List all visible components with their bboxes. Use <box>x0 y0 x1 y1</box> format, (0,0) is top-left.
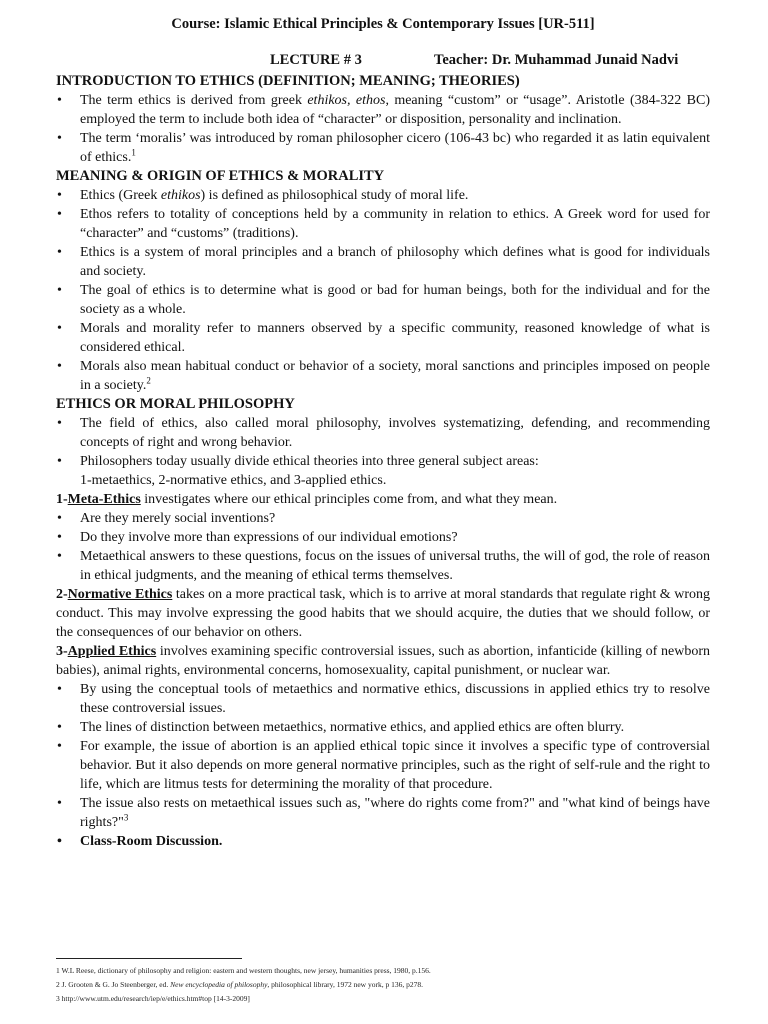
list-item: • Metaethical answers to these questions, focus on the issues of universal truths, the will of god, the role of reason in ethical judgments, and the meaning of ethical terms themselves. <box>56 547 710 585</box>
footnote-3: 3 http://www.utm.edu/research/iep/e/ethics.htm#top [14-3-2009] <box>56 994 250 1003</box>
footnote-ref: 2 <box>146 375 151 386</box>
list-item <box>56 452 710 490</box>
list-item <box>56 129 710 167</box>
footnote-ref: 3 <box>123 812 129 823</box>
number: 3- <box>56 644 68 659</box>
list-item: • Class-Room Discussion. <box>56 832 710 851</box>
text: takes on a more practical task, which is to arrive at moral standards that regulate right & wrong conduct. This may involve expressing the good habits that we should acquire, the duties that we should follow, or the consequences of our behavior on others. <box>56 587 710 640</box>
term: Normative Ethics <box>67 587 173 602</box>
section-title-introduction: INTRODUCTION TO ETHICS (DEFINITION; MEANING; THEORIES) <box>56 73 520 89</box>
text: , meaning “custom” or “usage”. Aristotle (384-322 BC) employed the term to include both idea of “character” or disposition, personality and inclination. <box>80 93 710 127</box>
italic-term: ethikos, ethos <box>307 93 386 108</box>
text: Philosophers today usually divide ethical theories into three general subject areas: <box>80 454 539 469</box>
teacher-name: Teacher: Dr. Muhammad Junaid Nadvi <box>434 52 679 68</box>
list-item: • Morals and morality refer to manners observed by a specific community, reasoned knowledge of what is considered ethical. <box>56 319 710 357</box>
text: 2 J. Grooten & G. Jo Steenberger, ed. <box>56 980 171 989</box>
number: 2- <box>56 587 68 602</box>
section-title-moral-philosophy: ETHICS OR MORAL PHILOSOPHY <box>56 396 295 412</box>
term: Meta-Ethics <box>67 492 141 507</box>
lecture-row <box>56 52 710 72</box>
meaning-origin-list <box>56 186 710 395</box>
list-item: • For example, the issue of abortion is an applied ethical topic since it involves a specific type of controversial behavior. But it also depends on more general normative principles, such as the right of self-rule and the right to life, which are litmus tests for determining the morality of that procedure. <box>56 737 710 794</box>
introduction-list <box>56 91 710 167</box>
moral-philosophy-list <box>56 414 710 490</box>
course-title: Course: Islamic Ethical Principles & Contemporary Issues [UR-511] <box>171 16 595 32</box>
meta-ethics-list <box>56 509 710 585</box>
text: Morals also mean habitual conduct or behavior of a society, moral sanctions and principles imposed on people in a society. <box>80 359 710 393</box>
footnote-2 <box>56 978 431 992</box>
text: The issue also rests on metaethical issues such as, "where do rights come from?" and "what kind of beings have rights?" <box>80 796 710 830</box>
list-item: • Are they merely social inventions? <box>56 509 710 528</box>
list-item: • Ethics is a system of moral principles and a branch of philosophy which defines what is good for individuals and society. <box>56 243 710 281</box>
list-item <box>56 357 710 395</box>
italic-term: ethikos <box>160 188 201 203</box>
text: 1-metaethics, 2-normative ethics, and 3-applied ethics. <box>80 473 387 488</box>
list-item: • The field of ethics, also called moral philosophy, involves systematizing, defending, and recommending concepts of right and wrong behavior. <box>56 414 710 452</box>
number: 1- <box>56 492 68 507</box>
footnotes <box>56 964 431 1006</box>
text: Ethics (Greek <box>80 188 161 203</box>
term: Applied Ethics <box>67 644 157 659</box>
footnote-divider <box>56 958 242 959</box>
list-item <box>56 91 710 129</box>
text: The term ‘moralis’ was introduced by roman philosopher cicero (106-43 bc) who regarded it as latin equivalent of ethics. <box>80 131 710 165</box>
footnote-1: 1 W.L Reese, dictionary of philosophy and religion: eastern and western thoughts, new jersey, humanities press, 1980, p.156. <box>56 966 431 975</box>
text: investigates where our ethical principles come from, and what they mean. <box>140 492 558 507</box>
list-item <box>56 794 710 832</box>
list-item: • The goal of ethics is to determine what is good or bad for human beings, both for the individual and for the society as a whole. <box>56 281 710 319</box>
lecture-number: LECTURE # 3 <box>270 52 362 68</box>
applied-ethics-paragraph <box>56 642 710 680</box>
list-item: • By using the conceptual tools of metaethics and normative ethics, discussions in applied ethics try to resolve these controversial issues. <box>56 680 710 718</box>
footnote-ref: 1 <box>131 147 136 158</box>
meta-ethics-paragraph <box>56 490 710 509</box>
applied-ethics-list <box>56 680 710 851</box>
normative-ethics-paragraph <box>56 585 710 642</box>
text: , philosophical library, 1972 new york, p 136, p278. <box>267 980 423 989</box>
list-item: • Do they involve more than expressions of our individual emotions? <box>56 528 710 547</box>
italic-title: New encyclopedia of philosophy <box>170 980 268 989</box>
text: involves examining specific controversial issues, such as abortion, infanticide (killing of newborn babies), animal rights, environmental concerns, homosexuality, capital punishment, or nuclear war. <box>56 644 710 678</box>
text: ) is defined as philosophical study of moral life. <box>200 188 469 203</box>
list-item: • The lines of distinction between metaethics, normative ethics, and applied ethics are often blurry. <box>56 718 710 737</box>
section-title-meaning-origin: MEANING & ORIGIN OF ETHICS & MORALITY <box>56 168 385 184</box>
text: The term ethics is derived from greek <box>80 93 308 108</box>
list-item: • Ethos refers to totality of conceptions held by a community in relation to ethics. A Greek word for used for “character” and “customs” (traditions). <box>56 205 710 243</box>
list-item <box>56 186 710 205</box>
